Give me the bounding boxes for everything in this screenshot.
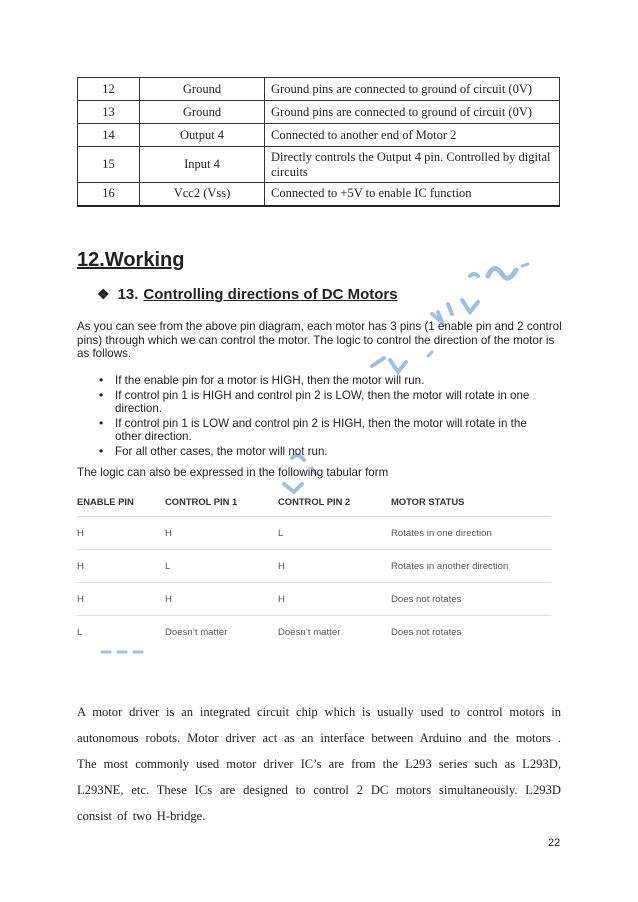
table-cell: H [77, 550, 165, 583]
list-item: • If the enable pin for a motor is HIGH, then the motor will run. [77, 374, 547, 388]
table-row [77, 583, 551, 616]
pin-description: Ground pins are connected to ground of circuit (0V) [265, 78, 560, 101]
logic-bullet-list [77, 374, 547, 459]
pin-name: Ground [140, 101, 265, 124]
table-header-row [77, 486, 551, 517]
table-row [78, 147, 560, 183]
pin-number: 12 [78, 78, 140, 101]
section-heading: 12.Working [77, 249, 185, 271]
pin-description: Connected to +5V to enable IC function [265, 183, 560, 206]
pin-number: 16 [78, 183, 140, 206]
table-row [78, 78, 560, 101]
pin-description: Ground pins are connected to ground of circuit (0V) [265, 101, 560, 124]
table-cell: Rotates in another direction [391, 550, 551, 583]
column-header: CONTROL PIN 1 [165, 486, 278, 517]
column-header: CONTROL PIN 2 [278, 486, 391, 517]
pin-name: Vcc2 (Vss) [140, 183, 265, 206]
pin-number: 13 [78, 101, 140, 124]
table-cell: Does not rotates [391, 626, 462, 638]
pin-description: Connected to another end of Motor 2 [265, 124, 560, 147]
table-cell: H [165, 583, 278, 616]
table-cell: H [278, 583, 391, 616]
pin-name: Ground [140, 78, 265, 101]
table-cell: Doesn’t matter [278, 626, 341, 638]
column-header: ENABLE PIN [77, 486, 165, 517]
table-row [77, 517, 551, 550]
page-number: 22 [548, 837, 561, 849]
table-row [78, 124, 560, 147]
pin-name: Output 4 [140, 124, 265, 147]
subsection-title: Controlling directions of DC Motors [143, 286, 398, 303]
subsection-heading [97, 286, 398, 303]
intro-paragraph: As you can see from the above pin diagram, each motor has 3 pins (1 enable pin and 2 control pins) through which we can control the motor. The logic to control the direction of the motor is as follows. [77, 320, 562, 360]
pin-number: 14 [78, 124, 140, 147]
pin-description: Directly controls the Output 4 pin. Controlled by digital circuits [265, 147, 560, 183]
table-row [78, 183, 560, 206]
list-item: • If control pin 1 is LOW and control pin 2 is HIGH, then the motor will rotate in the other direction. [77, 417, 547, 444]
motor-driver-paragraph: A motor driver is an integrated circuit chip which is usually used to control motors in autonomous robots. Motor driver act as an interface between Arduino and the motors . The most commonly used motor driver IC’s are from the L293 series such as L293D, L293NE, etc. These ICs are designed to control 2 DC motors simultaneously. L293D consist of two H-bridge. [77, 705, 561, 823]
pin-name: Input 4 [140, 147, 265, 183]
pin-table [77, 77, 560, 207]
table-cell: Rotates in one direction [391, 517, 551, 550]
pin-number: 15 [78, 147, 140, 183]
table-cell: H [278, 550, 391, 583]
list-item: • For all other cases, the motor will not run. [77, 445, 547, 459]
table-cell: L [165, 550, 278, 583]
table-cell: L [278, 517, 391, 550]
table-row [77, 616, 551, 649]
table-row [78, 101, 560, 124]
diamond-bullet-icon: ❖ [97, 286, 110, 302]
table-cell: Doesn’t matter [165, 626, 228, 638]
table-cell: H [77, 583, 165, 616]
table-cell: H [165, 517, 278, 550]
subsection-number: 13. [117, 286, 139, 303]
table-cell: Does not rotates [391, 583, 551, 616]
table-cell: L [77, 626, 83, 638]
tabular-intro: The logic can also be expressed in the following tabular form [77, 466, 389, 479]
table-cell: H [77, 517, 165, 550]
column-header: MOTOR STATUS [391, 486, 551, 517]
list-item: • If control pin 1 is HIGH and control pin 2 is LOW, then the motor will rotate in one direction. [77, 389, 547, 416]
table-row [77, 550, 551, 583]
motor-logic-table [77, 486, 551, 648]
